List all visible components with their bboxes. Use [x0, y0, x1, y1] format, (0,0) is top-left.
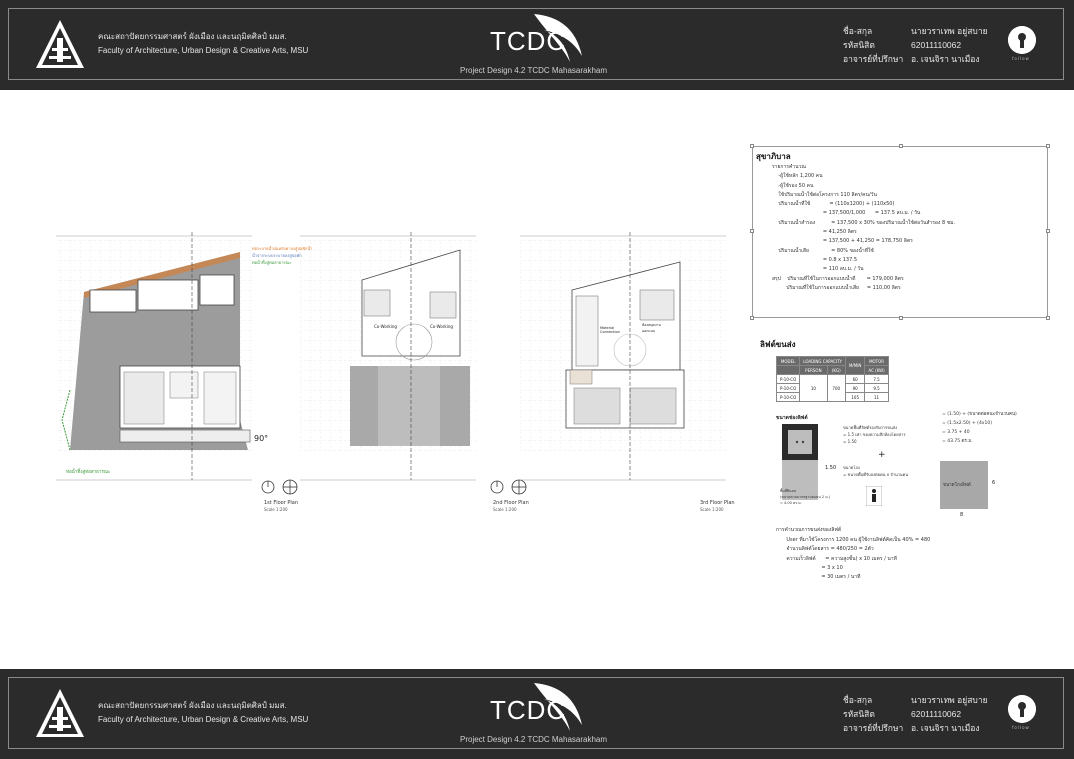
follow-keyhole-icon	[1008, 695, 1036, 723]
project-title: Project Design 4.2 TCDC Mahasarakham	[460, 735, 608, 744]
first-floor-scale: Scale 1:200	[264, 507, 288, 512]
note-line: = 4.00 ตร.ม.	[780, 501, 802, 505]
calc-line: ความเร็วลิฟต์ = ความสูงชั้น) x 10 เมตร / นาที	[780, 555, 897, 562]
lift-count-title: การคำนวณการขนส่งของลิฟต์	[776, 527, 842, 533]
sanitary-calc	[772, 163, 955, 293]
calc-line: ปริมาณน้ำเสีย = 80% ของน้ำที่ใช้	[772, 247, 874, 254]
info-value: นายวราเทพ อยู่สบาย	[911, 695, 988, 705]
note-line: = ขนาดพื้นที่รับลงต่อคน x จำนวนคน	[843, 472, 909, 477]
table-cell: 9.5	[865, 384, 888, 393]
info-key: ชื่อ-สกุล	[843, 695, 873, 705]
info-value: 62011110062	[911, 40, 962, 50]
table-cell: 105	[845, 393, 864, 402]
table-header: MODEL	[777, 357, 800, 366]
lobby-notes	[843, 464, 908, 478]
brand-swoosh-icon	[530, 681, 586, 733]
lobby-height: 6	[992, 480, 996, 486]
follow-label: follow	[1012, 725, 1030, 730]
table-cell: P-10-CO	[777, 384, 800, 393]
footer-band	[0, 669, 1074, 759]
table-cell: 11	[865, 393, 888, 402]
resize-handle[interactable]	[1046, 316, 1050, 320]
resize-handle[interactable]	[1046, 229, 1050, 233]
table-header: M/MIN	[845, 357, 864, 375]
info-value: อ. เจนจิรา นาเมือง	[911, 54, 980, 64]
calc-line: = (1.50) + (ขนาดต่อคนxจำนวนคน)	[942, 412, 1017, 417]
note-line: = 1.50	[843, 439, 857, 444]
legend-item: ท่อระบายน้ำฝนหลังคาลงสู่บ่อพักน้ำ	[252, 246, 313, 251]
resize-handle[interactable]	[899, 316, 903, 320]
first-floor-plan	[56, 232, 297, 494]
table-header: LOADING CAPACITY	[800, 357, 846, 366]
table-cell: 7.5	[865, 375, 888, 384]
drain-note: ท่อน้ำทิ้งสู่ท่อสาธารณะ	[66, 470, 111, 475]
calc-line: = 41,250 ลิตร	[772, 229, 857, 236]
info-key: อาจารย์ที่ปรึกษา	[843, 723, 904, 733]
brand-title: TCDC	[490, 26, 567, 56]
faculty-logo-icon	[34, 687, 86, 739]
lift-title: ลิฟต์ขนส่ง	[760, 340, 796, 349]
faculty-name-en: Faculty of Architecture, Urban Design & Creative Arts, MSU	[98, 715, 309, 724]
faculty-name-th: คณะสถาปัตยกรรมศาสตร์ ผังเมือง และนฤมิตศิลป์ มมส.	[98, 701, 287, 710]
student-info	[843, 693, 988, 735]
calc-line: = 30 เมตร / นาที	[780, 574, 861, 581]
table-header: MOTOR	[865, 357, 888, 366]
follow-label: follow	[1012, 56, 1030, 61]
lift-count-calc	[780, 536, 930, 582]
calc-line: ปริมาณน้ำสำรอง = 137,500 x 30% ของปริมาณน้ำใช้ต่อวันสำรอง 8 ชม.	[772, 219, 955, 226]
project-title: Project Design 4.2 TCDC Mahasarakham	[460, 66, 608, 75]
table-cell: P-10-CO	[777, 393, 800, 402]
area-calc	[942, 410, 1017, 446]
first-floor-caption: 1st Floor Plan	[264, 500, 299, 506]
legend-item: ท่อน้ำทิ้งสู่ท่อสาธารณะ	[252, 260, 292, 265]
lobby-width: 8	[960, 512, 964, 518]
faculty-name-en: Faculty of Architecture, Urban Design & Creative Arts, MSU	[98, 46, 309, 55]
table-header: PERSON	[800, 366, 827, 375]
third-floor-plan	[520, 232, 726, 480]
info-value: นายวราเทพ อยู่สบาย	[911, 26, 988, 36]
lift-calc-notes	[843, 424, 905, 445]
calc-line: = 0.8 x 137.5	[772, 256, 858, 263]
calc-line: = (1.5x2.50) + (4x10)	[942, 421, 992, 426]
shaft-label: ขนาดช่องลิฟต์	[776, 415, 808, 421]
table-row	[777, 375, 889, 384]
table-cell: 700	[827, 375, 845, 402]
info-key: ชื่อ-สกุล	[843, 26, 873, 36]
table-cell: 10	[800, 375, 827, 402]
standing-area-notes	[780, 488, 830, 506]
info-key: อาจารย์ที่ปรึกษา	[843, 54, 904, 64]
note-line: ขนาดพื้นที่ลิฟต์รองรับการขนส่ง	[843, 425, 898, 430]
table-header: (KG)	[827, 366, 845, 375]
table-header	[777, 366, 800, 375]
note-line: (ขนาดตามมาตรฐานต่อคน 2 ม.)	[780, 495, 830, 499]
calc-line: ปริมาณที่ใช้ในการออกแบบน้ำเสีย = 110,00 ลิตร	[772, 284, 901, 291]
calc-line: รายการคำนวณ	[772, 164, 806, 170]
resize-handle[interactable]	[750, 316, 754, 320]
info-value: อ. เจนจิรา นาเมือง	[911, 723, 980, 733]
note-line: = 1.5 เท่า ของความลึกห้องโดยสาร	[843, 432, 906, 437]
resize-handle[interactable]	[750, 144, 754, 148]
table-cell: P-10-CO	[777, 375, 800, 384]
calc-line: = 3.75 + 40	[942, 430, 970, 435]
calc-line: User ที่มาใช้โครงการ 1200 คน ผู้ใช้งานลิฟต์คิดเป็น 40% = 480	[780, 537, 931, 543]
calc-line: จำนวนลิฟต์โดยสาร = 480/250 = 2ตัว	[780, 546, 874, 553]
info-value: 62011110062	[911, 709, 962, 719]
brand-title: TCDC	[490, 695, 567, 725]
legend-item: น้ำจากระบบระบายลงสู่บ่อพัก	[252, 253, 302, 258]
lift-table	[776, 356, 889, 402]
calc-line: สรุป ปริมาณที่ใช้ในการออกแบบน้ำดี = 179,000 ลิตร	[772, 275, 904, 282]
resize-handle[interactable]	[750, 229, 754, 233]
calc-line: = 43.75 ตร.ม.	[942, 439, 973, 444]
third-floor-caption: 3rd Floor Plan	[700, 500, 735, 506]
calc-line: ปริมาณน้ำที่ใช้ = (110x1200) + (110x50)	[772, 201, 895, 208]
room-label: Co-Working	[374, 324, 397, 329]
second-floor-plan	[300, 232, 526, 494]
resize-handle[interactable]	[899, 144, 903, 148]
lobby-box-label: ขนาดโถงลิฟต์	[943, 483, 971, 488]
plus-sign: +	[878, 450, 886, 460]
table-header: AC (KW)	[865, 366, 888, 375]
calc-line: = 3 x 10	[780, 564, 843, 571]
table-cell: 60	[845, 375, 864, 384]
faculty-name	[98, 699, 308, 727]
faculty-name-th: คณะสถาปัตยกรรมศาสตร์ ผังเมือง และนฤมิตศิลป์ มมส.	[98, 32, 287, 41]
drainage-legend	[252, 245, 312, 266]
calc-line: ใช้ปริมาณน้ำใช้ต่อโครงการ 110 ลิตร/คน/วัน	[772, 191, 877, 198]
calc-line: -ผู้ใช้รอง 50 คน	[772, 182, 814, 189]
room-label: ห้องสมุดงานออกแบบ	[642, 323, 661, 333]
shaft-dimension: 1.50	[825, 465, 837, 471]
third-floor-scale: Scale 1:200	[700, 507, 724, 512]
sanitary-title: สุขาภิบาล	[756, 152, 791, 161]
calc-line: = 110 ลบ.ม. / วัน	[772, 266, 864, 273]
person-icon	[866, 486, 882, 506]
angle-label: 90°	[254, 434, 269, 443]
room-label: Material Connection	[600, 326, 620, 334]
room-label: Co-Working	[430, 324, 453, 329]
lift-lobby-box	[940, 461, 988, 509]
note-line: ขนาดโถง	[843, 465, 860, 470]
table-cell: 90	[845, 384, 864, 393]
info-key: รหัสนิสิต	[843, 709, 875, 719]
second-floor-caption: 2nd Floor Plan	[493, 500, 529, 506]
calc-line: = 137,500 + 41,250 = 178,750 ลิตร	[772, 238, 913, 245]
note-line: พื้นที่ยืนคน	[780, 489, 797, 493]
info-key: รหัสนิสิต	[843, 40, 875, 50]
calc-line: -ผู้ใช้หลัก 1,200 คน	[772, 173, 823, 180]
calc-line: = 137,500/1,000 = 137.5 ลบ.ม. / วัน	[772, 210, 921, 217]
second-floor-scale: Scale 1:200	[493, 507, 517, 512]
resize-handle[interactable]	[1046, 144, 1050, 148]
